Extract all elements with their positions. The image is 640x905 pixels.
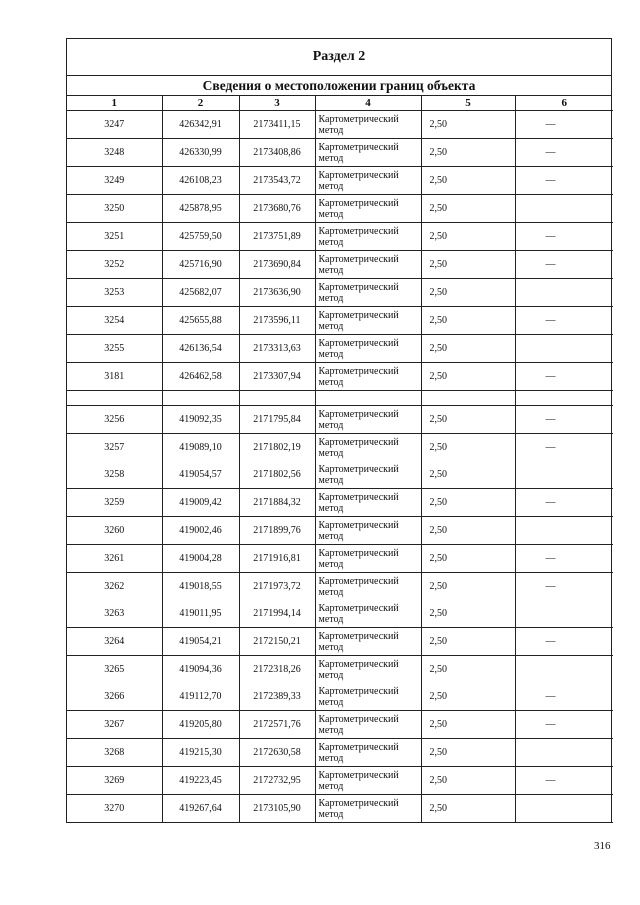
point-number-cell: 3261 <box>67 545 162 573</box>
note-cell <box>515 795 613 823</box>
table-row <box>67 711 613 739</box>
table-row <box>67 739 613 767</box>
y-coordinate-cell: 2171795,84 <box>239 406 315 434</box>
y-coordinate-cell: 2173636,90 <box>239 279 315 307</box>
x-coordinate-cell: 425759,50 <box>162 223 239 251</box>
note-cell: — <box>515 767 613 795</box>
table-row <box>67 628 613 656</box>
point-number-cell: 3264 <box>67 628 162 656</box>
accuracy-cell: 2,50 <box>421 251 515 279</box>
y-coordinate-cell: 2172389,33 <box>239 683 315 711</box>
page-number: 316 <box>594 840 611 852</box>
note-cell <box>515 335 613 363</box>
point-number-cell: 3265 <box>104 664 125 675</box>
point-number-cell: 3267 <box>67 711 162 739</box>
x-coordinate-cell: 425682,07 <box>162 279 239 307</box>
note-cell: — <box>515 545 613 573</box>
boundary-table <box>67 96 613 823</box>
point-number-cell: 3260 <box>67 517 162 545</box>
method-cell: Картометрический метод <box>315 434 421 462</box>
method-cell: Картометрический метод <box>315 461 421 489</box>
y-coordinate-cell: 2173408,86 <box>239 139 315 167</box>
point-number-cell: 3270 <box>67 795 162 823</box>
group-separator-row <box>67 391 613 406</box>
y-coordinate-cell: 2171899,76 <box>239 517 315 545</box>
note-cell <box>515 517 613 545</box>
x-coordinate-cell: 419223,45 <box>162 767 239 795</box>
accuracy-cell: 2,50 <box>421 279 515 307</box>
x-coordinate-cell: 419112,70 <box>162 683 239 711</box>
y-coordinate-cell: 2171994,14 <box>239 600 315 628</box>
method-cell: Картометрический метод <box>315 628 421 656</box>
point-number-cell: 3268 <box>67 739 162 767</box>
accuracy-cell: 2,50 <box>421 683 515 711</box>
method-cell: Картометрический метод <box>315 363 421 391</box>
table-row <box>67 795 613 823</box>
method-cell: Картометрический метод <box>315 307 421 335</box>
table-row <box>67 600 613 628</box>
method-cell: Картометрический метод <box>315 167 421 195</box>
table-row <box>67 517 613 545</box>
method-cell: Картометрический метод <box>315 517 421 545</box>
accuracy-cell: 2,50 <box>421 223 515 251</box>
point-number-cell: 3249 <box>67 167 162 195</box>
y-coordinate-cell: 2171916,81 <box>239 545 315 573</box>
note-cell <box>515 600 613 628</box>
method-cell: Картометрический метод <box>315 406 421 434</box>
x-coordinate-cell: 419215,30 <box>162 739 239 767</box>
method-cell: Картометрический метод <box>315 739 421 767</box>
accuracy-cell: 2,50 <box>421 739 515 767</box>
note-cell: — <box>515 434 613 462</box>
point-number-cell: 3262 <box>104 581 125 592</box>
table-row <box>67 307 613 335</box>
table-row <box>67 223 613 251</box>
x-coordinate-cell: 419054,21 <box>162 628 239 656</box>
table-row <box>67 489 613 517</box>
y-coordinate-cell: 2173411,15 <box>239 111 315 139</box>
method-cell: Картометрический метод <box>315 600 421 628</box>
table-row <box>67 767 613 795</box>
x-coordinate-cell: 426342,91 <box>162 111 239 139</box>
note-cell <box>515 656 613 684</box>
y-coordinate-cell: 2173751,89 <box>239 223 315 251</box>
y-coordinate-cell: 2173596,11 <box>239 307 315 335</box>
method-cell: Картометрический метод <box>315 223 421 251</box>
point-number-cell: 3255 <box>67 335 162 363</box>
accuracy-cell: 2,50 <box>421 656 515 684</box>
y-coordinate-cell: 2171973,72 <box>239 573 315 601</box>
column-header: 1 <box>67 96 162 111</box>
x-coordinate-cell: 419002,46 <box>162 517 239 545</box>
y-coordinate-cell: 2173680,76 <box>239 195 315 223</box>
point-number-cell: 3266 <box>67 683 162 711</box>
x-coordinate-cell: 425716,90 <box>162 251 239 279</box>
note-cell: — <box>515 111 613 139</box>
method-cell: Картометрический метод <box>315 656 421 684</box>
point-number-cell: 3258 <box>67 461 162 489</box>
x-coordinate-cell: 419009,42 <box>162 489 239 517</box>
note-cell <box>515 461 613 489</box>
point-number-cell: 3254 <box>67 307 162 335</box>
x-coordinate-cell: 419267,64 <box>162 795 239 823</box>
accuracy-cell: 2,50 <box>421 461 515 489</box>
point-number-cell: 3259 <box>67 489 162 517</box>
point-number-cell: 3269 <box>67 767 162 795</box>
y-coordinate-cell: 2172150,21 <box>239 628 315 656</box>
column-header: 6 <box>515 96 613 111</box>
x-coordinate-cell: 426330,99 <box>162 139 239 167</box>
empty-cell <box>67 391 162 406</box>
note-cell: — <box>515 363 613 391</box>
point-number-cell: 3257 <box>104 442 125 453</box>
table-row <box>67 573 613 601</box>
accuracy-cell: 2,50 <box>421 628 515 656</box>
x-coordinate-cell: 419018,55 <box>162 573 239 601</box>
note-cell: — <box>515 573 613 601</box>
table-row <box>67 656 613 684</box>
empty-cell <box>421 391 515 406</box>
x-coordinate-cell: 419004,28 <box>162 545 239 573</box>
y-coordinate-cell: 2171802,56 <box>239 461 315 489</box>
note-cell: — <box>515 223 613 251</box>
accuracy-cell: 2,50 <box>421 434 515 462</box>
point-number-cell: 3248 <box>67 139 162 167</box>
accuracy-cell: 2,50 <box>421 795 515 823</box>
note-cell: — <box>515 139 613 167</box>
note-cell: — <box>515 683 613 711</box>
accuracy-cell: 2,50 <box>421 711 515 739</box>
x-coordinate-cell: 419089,10 <box>162 434 239 462</box>
y-coordinate-cell: 2172630,58 <box>239 739 315 767</box>
empty-cell <box>162 391 239 406</box>
point-number-cell: 3250 <box>67 195 162 223</box>
accuracy-cell: 2,50 <box>421 767 515 795</box>
x-coordinate-cell: 426108,23 <box>162 167 239 195</box>
table-row <box>67 545 613 573</box>
y-coordinate-cell: 2173313,63 <box>239 335 315 363</box>
empty-cell <box>239 391 315 406</box>
note-cell: — <box>515 406 613 434</box>
x-coordinate-cell: 426462,58 <box>162 363 239 391</box>
column-header: 4 <box>315 96 421 111</box>
x-coordinate-cell: 419094,36 <box>162 656 239 684</box>
table-row <box>67 195 613 223</box>
y-coordinate-cell: 2172732,95 <box>239 767 315 795</box>
accuracy-cell: 2,50 <box>421 363 515 391</box>
accuracy-cell: 2,50 <box>421 600 515 628</box>
x-coordinate-cell: 419205,80 <box>162 711 239 739</box>
note-cell: — <box>515 251 613 279</box>
y-coordinate-cell: 2171884,32 <box>239 489 315 517</box>
method-cell: Картометрический метод <box>315 279 421 307</box>
note-cell <box>515 739 613 767</box>
point-number-cell: 3256 <box>67 406 162 434</box>
table-row <box>67 461 613 489</box>
y-coordinate-cell: 2171802,19 <box>239 434 315 462</box>
accuracy-cell: 2,50 <box>421 489 515 517</box>
method-cell: Картометрический метод <box>315 251 421 279</box>
note-cell <box>515 195 613 223</box>
x-coordinate-cell: 419054,57 <box>162 461 239 489</box>
point-number-cell: 3247 <box>67 111 162 139</box>
method-cell: Картометрический метод <box>315 683 421 711</box>
method-cell: Картометрический метод <box>315 489 421 517</box>
method-cell: Картометрический метод <box>315 795 421 823</box>
note-cell: — <box>515 167 613 195</box>
accuracy-cell: 2,50 <box>421 573 515 601</box>
table-row <box>67 139 613 167</box>
section-subtitle: Сведения о местоположении границ объекта <box>67 76 611 96</box>
x-coordinate-cell: 419011,95 <box>162 600 239 628</box>
y-coordinate-cell: 2172571,76 <box>239 711 315 739</box>
accuracy-cell: 2,50 <box>421 335 515 363</box>
method-cell: Картометрический метод <box>315 711 421 739</box>
point-number-cell: 3251 <box>67 223 162 251</box>
x-coordinate-cell: 425655,88 <box>162 307 239 335</box>
accuracy-cell: 2,50 <box>421 167 515 195</box>
note-cell: — <box>515 307 613 335</box>
method-cell: Картометрический метод <box>315 335 421 363</box>
table-row <box>67 434 613 462</box>
note-cell: — <box>515 711 613 739</box>
table-row <box>67 683 613 711</box>
point-number-cell: 3252 <box>67 251 162 279</box>
note-cell: — <box>515 628 613 656</box>
accuracy-cell: 2,50 <box>421 545 515 573</box>
note-cell: — <box>515 489 613 517</box>
accuracy-cell: 2,50 <box>421 406 515 434</box>
empty-cell <box>315 391 421 406</box>
method-cell: Картометрический метод <box>315 545 421 573</box>
table-row <box>67 279 613 307</box>
empty-cell <box>515 391 613 406</box>
table-row <box>67 111 613 139</box>
method-cell: Картометрический метод <box>315 111 421 139</box>
table-row <box>67 251 613 279</box>
accuracy-cell: 2,50 <box>421 307 515 335</box>
accuracy-cell: 2,50 <box>421 111 515 139</box>
column-header-row <box>67 96 613 111</box>
column-header: 2 <box>162 96 239 111</box>
y-coordinate-cell: 2173543,72 <box>239 167 315 195</box>
table-row <box>67 335 613 363</box>
point-number-cell: 3253 <box>67 279 162 307</box>
point-number-cell: 3263 <box>67 600 162 628</box>
y-coordinate-cell: 2172318,26 <box>239 656 315 684</box>
method-cell: Картометрический метод <box>315 139 421 167</box>
y-coordinate-cell: 2173105,90 <box>239 795 315 823</box>
accuracy-cell: 2,50 <box>421 139 515 167</box>
column-header: 3 <box>239 96 315 111</box>
method-cell: Картометрический метод <box>315 573 421 601</box>
y-coordinate-cell: 2173690,84 <box>239 251 315 279</box>
section-title: Раздел 2 <box>67 39 611 76</box>
x-coordinate-cell: 425878,95 <box>162 195 239 223</box>
accuracy-cell: 2,50 <box>421 195 515 223</box>
method-cell: Картометрический метод <box>315 767 421 795</box>
table-row <box>67 167 613 195</box>
y-coordinate-cell: 2173307,94 <box>239 363 315 391</box>
x-coordinate-cell: 419092,35 <box>162 406 239 434</box>
table-row <box>67 406 613 434</box>
point-number-cell: 3181 <box>67 363 162 391</box>
table-row <box>67 363 613 391</box>
x-coordinate-cell: 426136,54 <box>162 335 239 363</box>
accuracy-cell: 2,50 <box>421 517 515 545</box>
column-header: 5 <box>421 96 515 111</box>
document-table-frame <box>66 38 612 823</box>
note-cell <box>515 279 613 307</box>
method-cell: Картометрический метод <box>315 195 421 223</box>
